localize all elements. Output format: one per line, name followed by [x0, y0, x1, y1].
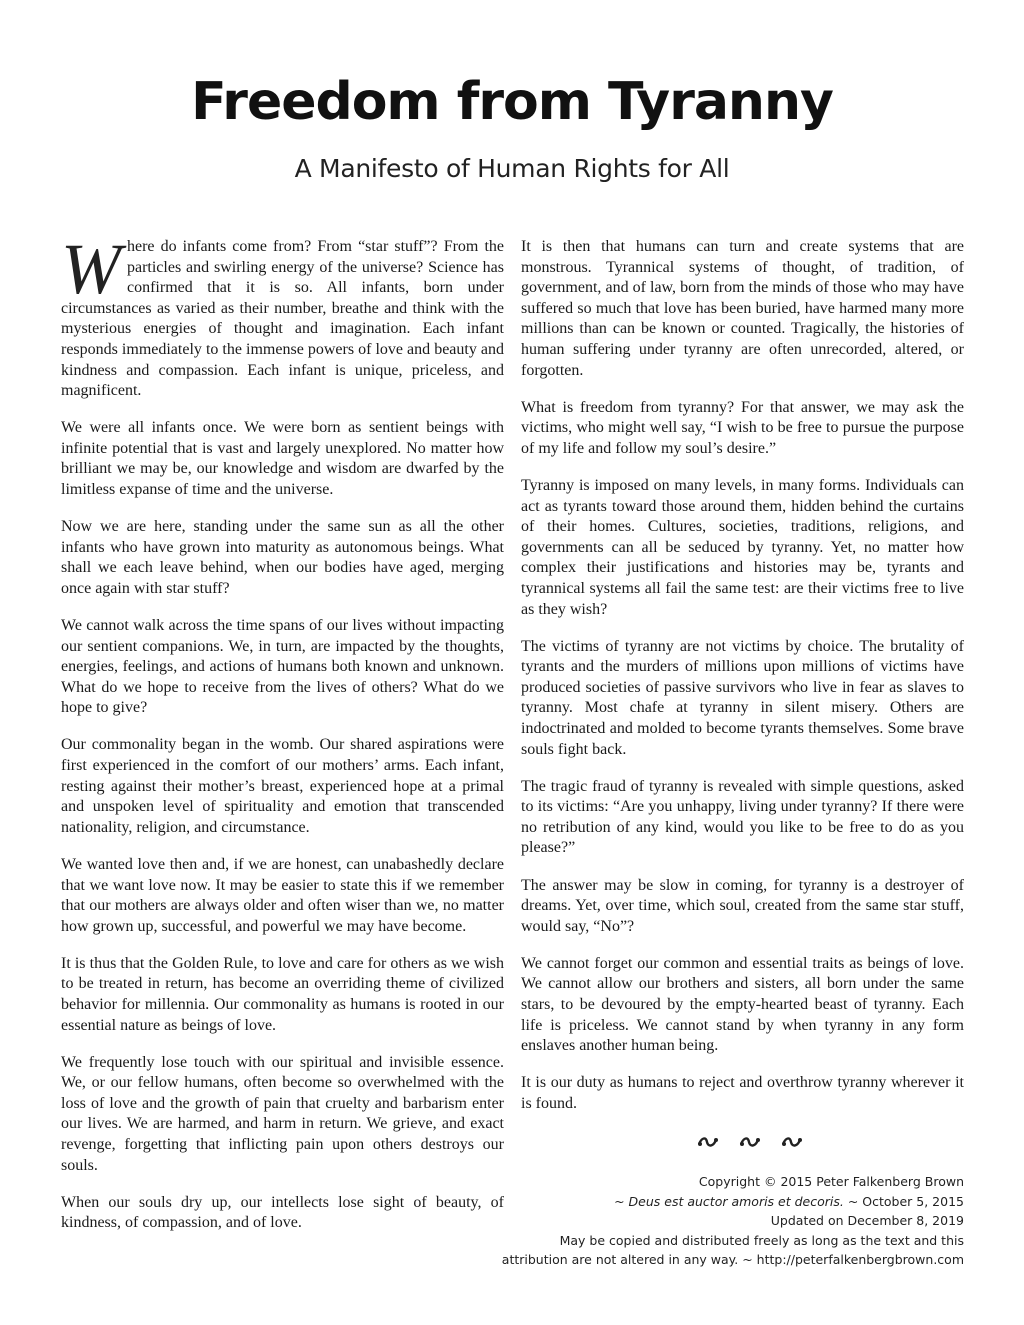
ornament-divider: [600, 1130, 900, 1154]
paragraph: It is then that humans can turn and create systems that are monstrous. Tyrannical systems of thought, of tradition, of government, and of law, born from the minds of those who may have suffered so much that love has been buried, have harmed many more millions than can be known or counted. Tragically, the histories of human suffering under tyranny are often unrecorded, altered, or forgotten.: [521, 238, 964, 379]
paragraph: What is freedom from tyranny? For that answer, we may ask the victims, who might well say, “I wish to be free to pursue the purpose of my life and follow my soul’s desire.”: [521, 398, 964, 457]
colophon: [444, 1172, 964, 1270]
paragraph: It is thus that the Golden Rule, to love and care for others as we wish to be treated in return, has become an overriding theme of civilized behavior for millennia. Our commonality as humans is rooted in our essential nature as beings of love.: [61, 954, 504, 1034]
paragraph: We wanted love then and, if we are honest, can unabashedly declare that we want love now. It may be easier to state this if we remember that our mothers are always older and often wiser than we, no matter how grown up, successful, and powerful we may have become.: [61, 855, 504, 935]
left-column: [61, 229, 504, 1250]
paragraph: We frequently lose touch with our spiritual and invisible essence. We, or our fellow humans, often become so overwhelmed with the loss of love and the growth of pain that cruelty and barbarism enter our lives. We are harmed, and harm in return. We grieve, and exact revenge, forgetting that inflicting pain upon others destroys our souls.: [61, 1053, 504, 1174]
document-title: Freedom from Tyranny: [191, 72, 833, 132]
paragraph: The victims of tyranny are not victims by choice. The brutality of tyrants and the murders of millions upon millions of victims have produced societies of passive survivors who live in fear as slaves to tyranny. Most chafe at tyranny in silent misery. Others are indoctrinated and molded to become tyrants themselves. Some brave souls fight back.: [521, 637, 964, 758]
flourish-icon: [781, 1135, 803, 1149]
flourish-icon: [697, 1135, 719, 1149]
paragraph: Tyranny is imposed on many levels, in many forms. Individuals can act as tyrants toward those around them, hidden behind the curtains of their homes. Cultures, societies, traditions, religions, and governments can all be seduced by tyranny. Yet, no matter how complex their justifications and histories may be, tyrants and tyrannical systems all fail the same test: are their victims free to live as they wish?: [521, 476, 964, 618]
paragraph: We were all infants once. We were born as sentient beings with infinite potential that is vast and largely unexplored. No matter how brilliant we may be, our knowledge and wisdom are dwarfed by the limitless expanse of time and the universe.: [61, 419, 504, 499]
paragraph: [61, 229, 504, 402]
paragraph: We cannot forget our common and essential traits as beings of love. We cannot allow our brothers and sisters, all born under the same stars, to be devoured by the empty-hearted beast of tyranny. Each life is priceless. We cannot stand by when tyranny in any form enslaves another human being.: [521, 954, 964, 1055]
drop-cap: W: [61, 229, 121, 309]
motto-line: ~ Deus est auctor amoris et decoris. ~ October 5, 2015: [614, 1193, 964, 1209]
copyright-line: Copyright © 2015 Peter Falkenberg Brown: [698, 1174, 964, 1189]
flourish-icon: [739, 1135, 761, 1149]
paragraph: The answer may be slow in coming, for tyranny is a destroyer of dreams. Yet, over time, which soul, created from the same star stuff, would say, “No”?: [521, 876, 964, 935]
paragraph: The tragic fraud of tyranny is revealed with simple questions, asked to its victims: “Are you unhappy, living under tyranny? If there were no retribution of any kind, would you like to be free to do as you please?”: [521, 777, 964, 857]
paragraph: We cannot walk across the time spans of our lives without impacting our sentient companions. We, in turn, are impacted by the thoughts, energies, feelings, and actions of humans both known and unknown. What do we hope to receive from the lives of others? What do we hope to give?: [61, 617, 504, 717]
document-subtitle: A Manifesto of Human Rights for All: [294, 154, 730, 183]
license-line: attribution are not altered in any way. ~ http://peterfalkenbergbrown.com: [501, 1252, 964, 1267]
paragraph: Our commonality began in the womb. Our shared aspirations were first experienced in the comfort of our mothers’ arms. Each infant, resting against their mother’s breast, experienced hope at a primal and unspoken level of spirituality and emotion that transcended nationality, religion, and circumstance.: [61, 736, 504, 836]
right-column: [521, 237, 964, 1131]
paragraph-text: here do infants come from? From “star stuff”? From the particles and swirling energy of the universe? Science has confirmed that it is so. All infants, born under circumstances as varied as their number, breathe and think with the mysterious energies of thought and imagination. Each infant responds immediately to the immense powers of love and beauty and kindness and compassion. Each infant is unique, priceless, and magnificent.: [61, 238, 504, 400]
paragraph: When our souls dry up, our intellects lose sight of beauty, of kindness, of compassion, and of love.: [61, 1193, 504, 1232]
paragraph: It is our duty as humans to reject and overthrow tyranny wherever it is found.: [521, 1074, 964, 1112]
paragraph: Now we are here, standing under the same sun as all the other infants who have grown into maturity as autonomous beings. What shall we each leave behind, when our bodies have aged, merging once again with star stuff?: [61, 518, 504, 597]
license-line: May be copied and distributed freely as long as the text and this: [559, 1232, 964, 1248]
updated-line: Updated on December 8, 2019: [770, 1213, 964, 1228]
